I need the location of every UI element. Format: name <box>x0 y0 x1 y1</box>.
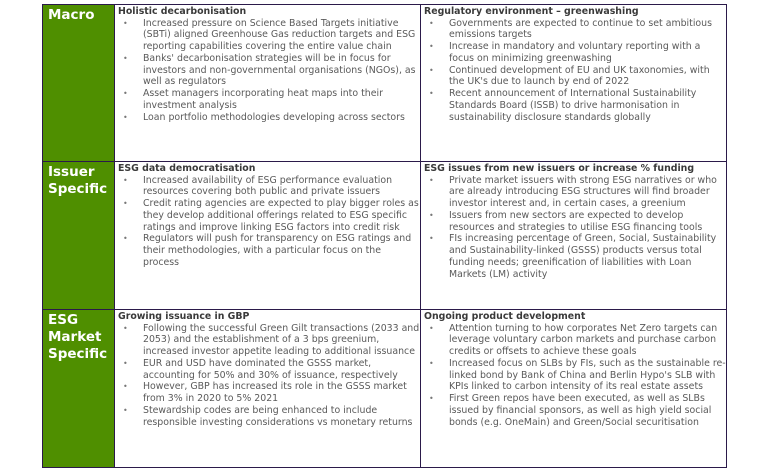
bullet-icon: • <box>123 18 128 28</box>
bullet-icon: • <box>123 323 128 333</box>
bullet-list <box>424 323 726 429</box>
list-item: • However, GBP has increased its role in the GSSS market from 3% in 2020 to 5% 2021 <box>123 381 407 405</box>
bullet-icon: • <box>429 210 434 220</box>
cell-left <box>115 310 421 468</box>
list-item: • Increase in mandatory and voluntary reporting with a focus on minimizing greenwashing <box>429 41 701 64</box>
row-label: Issuer Specific <box>43 162 115 310</box>
cell-heading: Regulatory environment – greenwashing <box>424 6 639 17</box>
list-item: • Credit rating agencies are expected to play bigger roles as they develop additional offerings related to ESG specific ratings and improve linking ESG factors into credit risk <box>123 198 419 233</box>
list-item: • Loan portfolio methodologies developing across sectors <box>123 111 405 123</box>
list-item: • Asset managers incorporating heat maps into their investment analysis <box>123 88 383 112</box>
bullet-list <box>118 323 420 429</box>
cell-right <box>421 310 727 468</box>
list-item: • Increased focus on SLBs by FIs, such as the sustainable re-linked bond by Bank of China and Berlin Hypo's SLB with KPIs linked to carbon intensity of its real estate assets <box>429 357 726 393</box>
bullet-icon: • <box>429 65 434 75</box>
list-item: • Stewardship codes are being enhanced to include responsible investing considerations vs monetary returns <box>123 405 413 428</box>
bullet-icon: • <box>123 406 128 416</box>
bullet-icon: • <box>429 42 434 52</box>
list-item: • Governments are expected to continue to set ambitious emissions targets <box>429 17 712 41</box>
cell-right <box>421 162 727 310</box>
list-item: • Following the successful Green Gilt transactions (2033 and 2053) and the establishment of a 3 bps greenium, increased investor appetite leading to additional issuance <box>123 322 420 358</box>
bullet-icon: • <box>429 18 434 28</box>
cell-heading: Holistic decarbonisation <box>118 6 247 17</box>
bullet-list <box>118 18 420 124</box>
bullet-icon: • <box>429 394 434 404</box>
bullet-icon: • <box>123 175 128 185</box>
bullet-icon: • <box>429 323 434 333</box>
list-item: • Recent announcement of International Sustainability Standards Board (ISSB) to drive harmonisation in sustainability disclosure standards globally <box>429 88 697 123</box>
bullet-list <box>424 18 726 124</box>
list-item: • Continued development of EU and UK taxonomies, with the UK's due to launch by end of 2022 <box>429 64 710 88</box>
bullet-icon: • <box>429 234 434 244</box>
bullet-icon: • <box>429 358 434 368</box>
cell-left <box>115 162 421 310</box>
bullet-list <box>424 175 726 281</box>
bullet-icon: • <box>123 112 128 122</box>
list-item: • Regulators will push for transparency on ESG ratings and their methodologies, with a particular focus on the process <box>123 233 412 269</box>
bullet-icon: • <box>123 234 128 244</box>
bullet-icon: • <box>123 199 128 209</box>
row-label: Macro <box>43 5 115 162</box>
row-label: ESG Market Specific <box>43 310 115 468</box>
bullet-icon: • <box>429 89 434 99</box>
cell-heading: Growing issuance in GBP <box>118 311 250 322</box>
list-item: • First Green repos have been executed, as well as SLBs issued by financial sponsors, as well as high yield social bonds (e.g. OneMain) and Green/Social securitisation <box>429 393 712 428</box>
list-item: • Issuers from new sectors are expected to develop resources and strategies to utilise ESG financing tools <box>429 209 703 233</box>
bullet-icon: • <box>123 53 128 63</box>
bullet-icon: • <box>123 89 128 99</box>
list-item: • Increased availability of ESG performance evaluation resources covering both public and private issuers <box>123 174 393 198</box>
cell-heading: Ongoing product development <box>424 311 586 322</box>
list-item: • Banks' decarbonisation strategies will be in focus for investors and non-governmental organisations (NGOs), as well as regulators <box>123 52 416 88</box>
list-item: • Increased pressure on Science Based Targets initiative (SBTi) aligned Greenhouse Gas reduction targets and ESG reporting capabilities covering the entire value chain <box>123 17 416 53</box>
bullet-icon: • <box>429 175 434 185</box>
table-row-issuer-specific <box>43 162 727 310</box>
table-row-esg-market-specific <box>43 310 727 468</box>
list-item: • EUR and USD have dominated the GSSS market, accounting for 50% and 30% of issuance, respectively <box>123 357 398 381</box>
bullet-list <box>118 175 420 269</box>
cell-heading: ESG data democratisation <box>118 163 256 174</box>
cell-heading: ESG issues from new issuers or increase % funding <box>424 163 695 174</box>
list-item: • Attention turning to how corporates Net Zero targets can leverage voluntary carbon markets and purchase carbon credits or offsets to achieve these goals <box>429 322 718 358</box>
esg-outlook-table <box>42 4 727 468</box>
bullet-icon: • <box>123 382 128 392</box>
list-item: • FIs increasing percentage of Green, Social, Sustainability and Sustainability-linked (GSSS) products versus total funding needs; greenification of liabilities with Loan Markets (LM) activity <box>429 233 717 280</box>
cell-right <box>421 5 727 162</box>
cell-left <box>115 5 421 162</box>
list-item: • Private market issuers with strong ESG narratives or who are already introducing ESG structures will find broader investor interest and, in certain cases, a greenium <box>429 174 717 210</box>
table-row-macro <box>43 5 727 162</box>
bullet-icon: • <box>123 358 128 368</box>
